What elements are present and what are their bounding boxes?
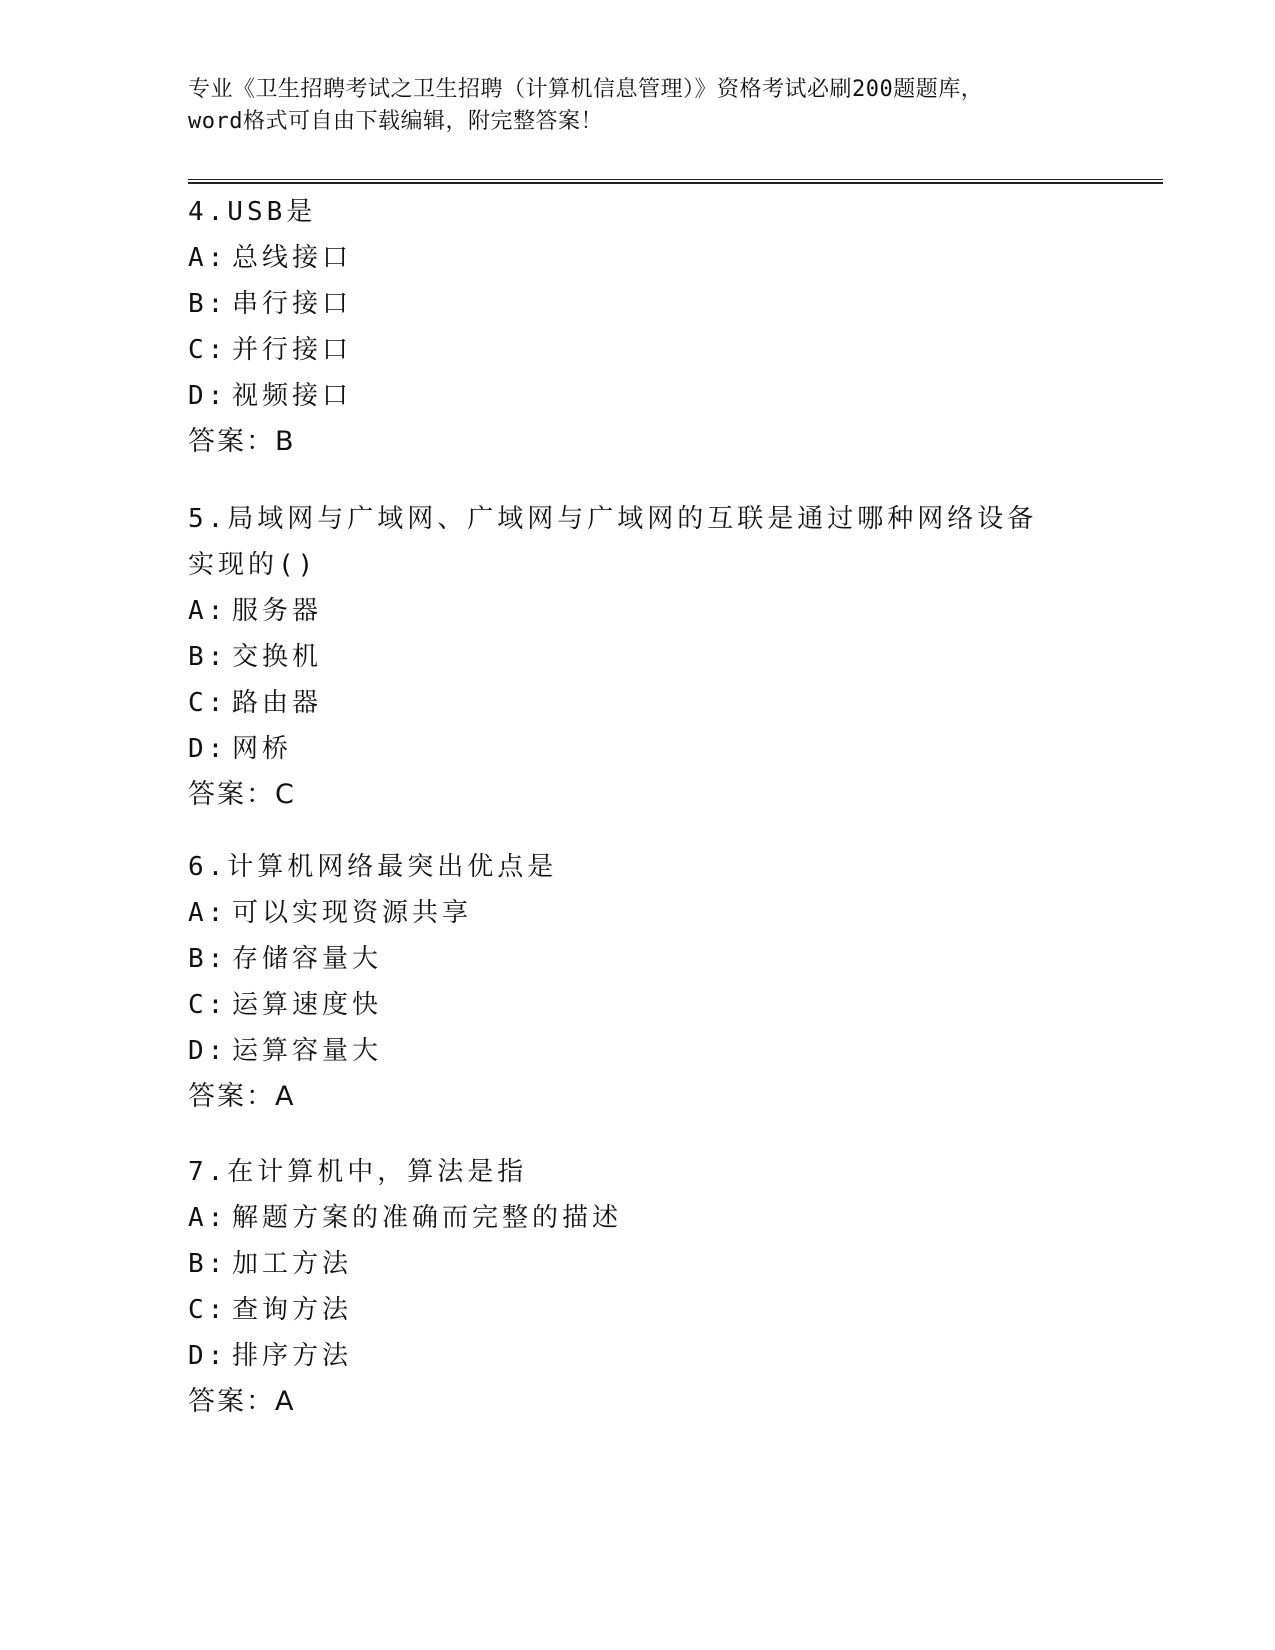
- option-letter: B:: [188, 1249, 228, 1279]
- option-letter: D:: [188, 734, 228, 764]
- question-4: [188, 189, 1088, 465]
- answer: 答案：B: [188, 426, 296, 457]
- option-text: 运算容量大: [232, 1036, 383, 1066]
- question-stem: 6.计算机网络最突出优点是: [188, 852, 558, 882]
- option-letter: C:: [188, 990, 228, 1020]
- option-b: [188, 634, 1088, 680]
- option-text: 加工方法: [232, 1249, 353, 1279]
- option-letter: B:: [188, 289, 228, 319]
- option-text: 存储容量大: [232, 944, 383, 974]
- option-text: 排序方法: [232, 1341, 353, 1371]
- question-stem: 5.局域网与广域网、广域网与广域网的互联是通过哪种网络设备实现的(): [188, 504, 1038, 580]
- option-text: 总线接口: [232, 243, 353, 273]
- option-text: 视频接口: [232, 381, 353, 411]
- option-letter: C:: [188, 335, 228, 365]
- option-a: [188, 588, 1088, 634]
- option-text: 路由器: [232, 688, 323, 718]
- option-text: 网桥: [232, 734, 293, 764]
- option-letter: D:: [188, 1341, 228, 1371]
- option-a: [188, 1195, 1088, 1241]
- option-c: [188, 327, 1088, 373]
- answer: 答案：A: [188, 1386, 296, 1417]
- header-divider: [188, 179, 1163, 184]
- option-d: [188, 726, 1088, 772]
- option-d: [188, 373, 1088, 419]
- question-5: [188, 496, 1088, 818]
- option-letter: C:: [188, 688, 228, 718]
- question-6: [188, 844, 1088, 1120]
- option-letter: A:: [188, 898, 228, 928]
- option-c: [188, 982, 1088, 1028]
- option-letter: D:: [188, 381, 228, 411]
- option-text: 并行接口: [232, 335, 353, 365]
- option-letter: A:: [188, 243, 228, 273]
- option-letter: C:: [188, 1295, 228, 1325]
- option-letter: D:: [188, 1036, 228, 1066]
- option-text: 查询方法: [232, 1295, 353, 1325]
- question-stem: 7.在计算机中，算法是指: [188, 1157, 528, 1187]
- answer: 答案：C: [188, 779, 296, 810]
- option-letter: B:: [188, 642, 228, 672]
- option-b: [188, 281, 1088, 327]
- option-c: [188, 680, 1088, 726]
- header-line-2: word格式可自由下载编辑，附完整答案！: [188, 109, 603, 134]
- question-stem: 4.USB是: [188, 197, 317, 227]
- option-letter: A:: [188, 1203, 228, 1233]
- option-text: 运算速度快: [232, 990, 383, 1020]
- answer: 答案：A: [188, 1081, 296, 1112]
- option-text: 解题方案的准确而完整的描述: [232, 1203, 623, 1233]
- option-b: [188, 1241, 1088, 1287]
- option-letter: B:: [188, 944, 228, 974]
- header-line-1: 专业《卫生招聘考试之卫生招聘（计算机信息管理）》资格考试必刷200题题库，: [188, 77, 984, 102]
- option-c: [188, 1287, 1088, 1333]
- question-7: [188, 1149, 1088, 1425]
- option-text: 串行接口: [232, 289, 353, 319]
- option-text: 服务器: [232, 596, 323, 626]
- option-text: 可以实现资源共享: [232, 898, 473, 928]
- option-letter: A:: [188, 596, 228, 626]
- option-a: [188, 235, 1088, 281]
- option-text: 交换机: [232, 642, 323, 672]
- option-d: [188, 1333, 1088, 1379]
- option-a: [188, 890, 1088, 936]
- document-header: [188, 74, 1088, 138]
- option-b: [188, 936, 1088, 982]
- option-d: [188, 1028, 1088, 1074]
